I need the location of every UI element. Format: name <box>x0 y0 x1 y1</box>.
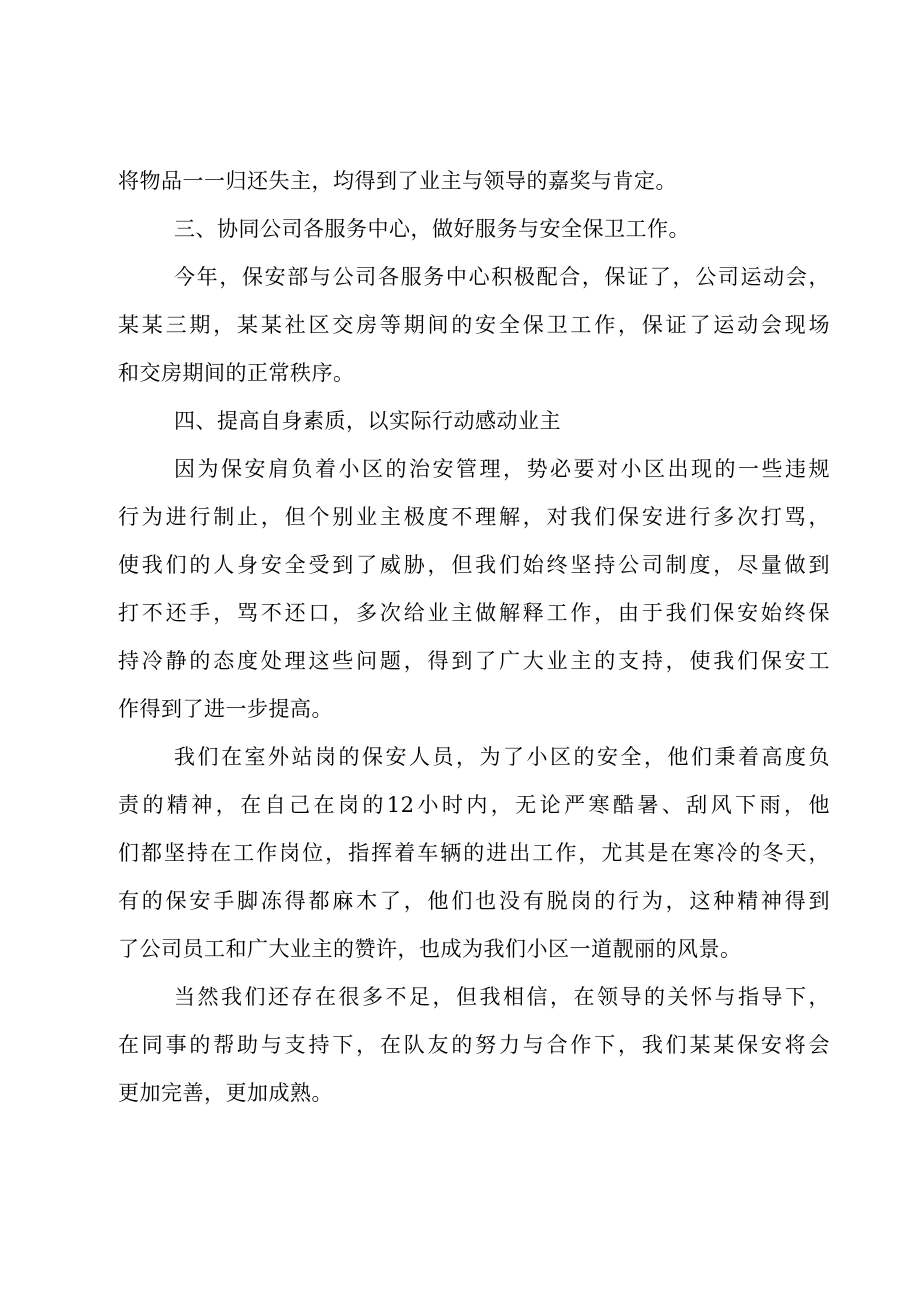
paragraph-line: 责的精神，在自己在岗的12小时内，无论严寒酷暑、刮风下雨，他 <box>118 793 830 817</box>
paragraph-line: 持冷静的态度处理这些问题，得到了广大业主的支持，使我们保安工 <box>118 649 830 673</box>
section-heading: 四、提高自身素质，以实际行动感动业主 <box>174 409 561 433</box>
paragraph-line: 使我们的人身安全受到了威胁，但我们始终坚持公司制度，尽量做到 <box>118 553 830 577</box>
paragraph-line: 更加完善，更加成熟。 <box>118 1081 333 1105</box>
paragraph-line: 打不还手，骂不还口，多次给业主做解释工作，由于我们保安始终保 <box>118 601 830 625</box>
paragraph-line: 我们在室外站岗的保安人员，为了小区的安全，他们秉着高度负 <box>174 745 830 769</box>
paragraph-line: 们都坚持在工作岗位，指挥着车辆的进出工作，尤其是在寒冷的冬天， <box>118 841 830 865</box>
paragraph-line: 有的保安手脚冻得都麻木了，他们也没有脱岗的行为，这种精神得到 <box>118 889 830 913</box>
paragraph-line: 了公司员工和广大业主的赞许，也成为我们小区一道靓丽的风景。 <box>118 937 742 961</box>
paragraph-line: 作得到了进一步提高。 <box>118 697 333 721</box>
document-body <box>118 157 830 1117</box>
section-heading: 三、协同公司各服务中心，做好服务与安全保卫工作。 <box>174 217 690 241</box>
paragraph-line: 行为进行制止，但个别业主极度不理解，对我们保安进行多次打骂， <box>118 505 830 529</box>
paragraph-line: 今年，保安部与公司各服务中心积极配合，保证了，公司运动会， <box>174 265 830 289</box>
paragraph-line: 和交房期间的正常秩序。 <box>118 361 355 385</box>
paragraph-line: 在同事的帮助与支持下，在队友的努力与合作下，我们某某保安将会 <box>118 1033 830 1057</box>
paragraph-line: 当然我们还存在很多不足，但我相信，在领导的关怀与指导下， <box>174 985 830 1009</box>
paragraph-line: 某某三期，某某社区交房等期间的安全保卫工作，保证了运动会现场 <box>118 313 830 337</box>
paragraph-line: 因为保安肩负着小区的治安管理，势必要对小区出现的一些违规 <box>174 457 830 481</box>
paragraph-line: 将物品一一归还失主，均得到了业主与领导的嘉奖与肯定。 <box>118 169 677 193</box>
